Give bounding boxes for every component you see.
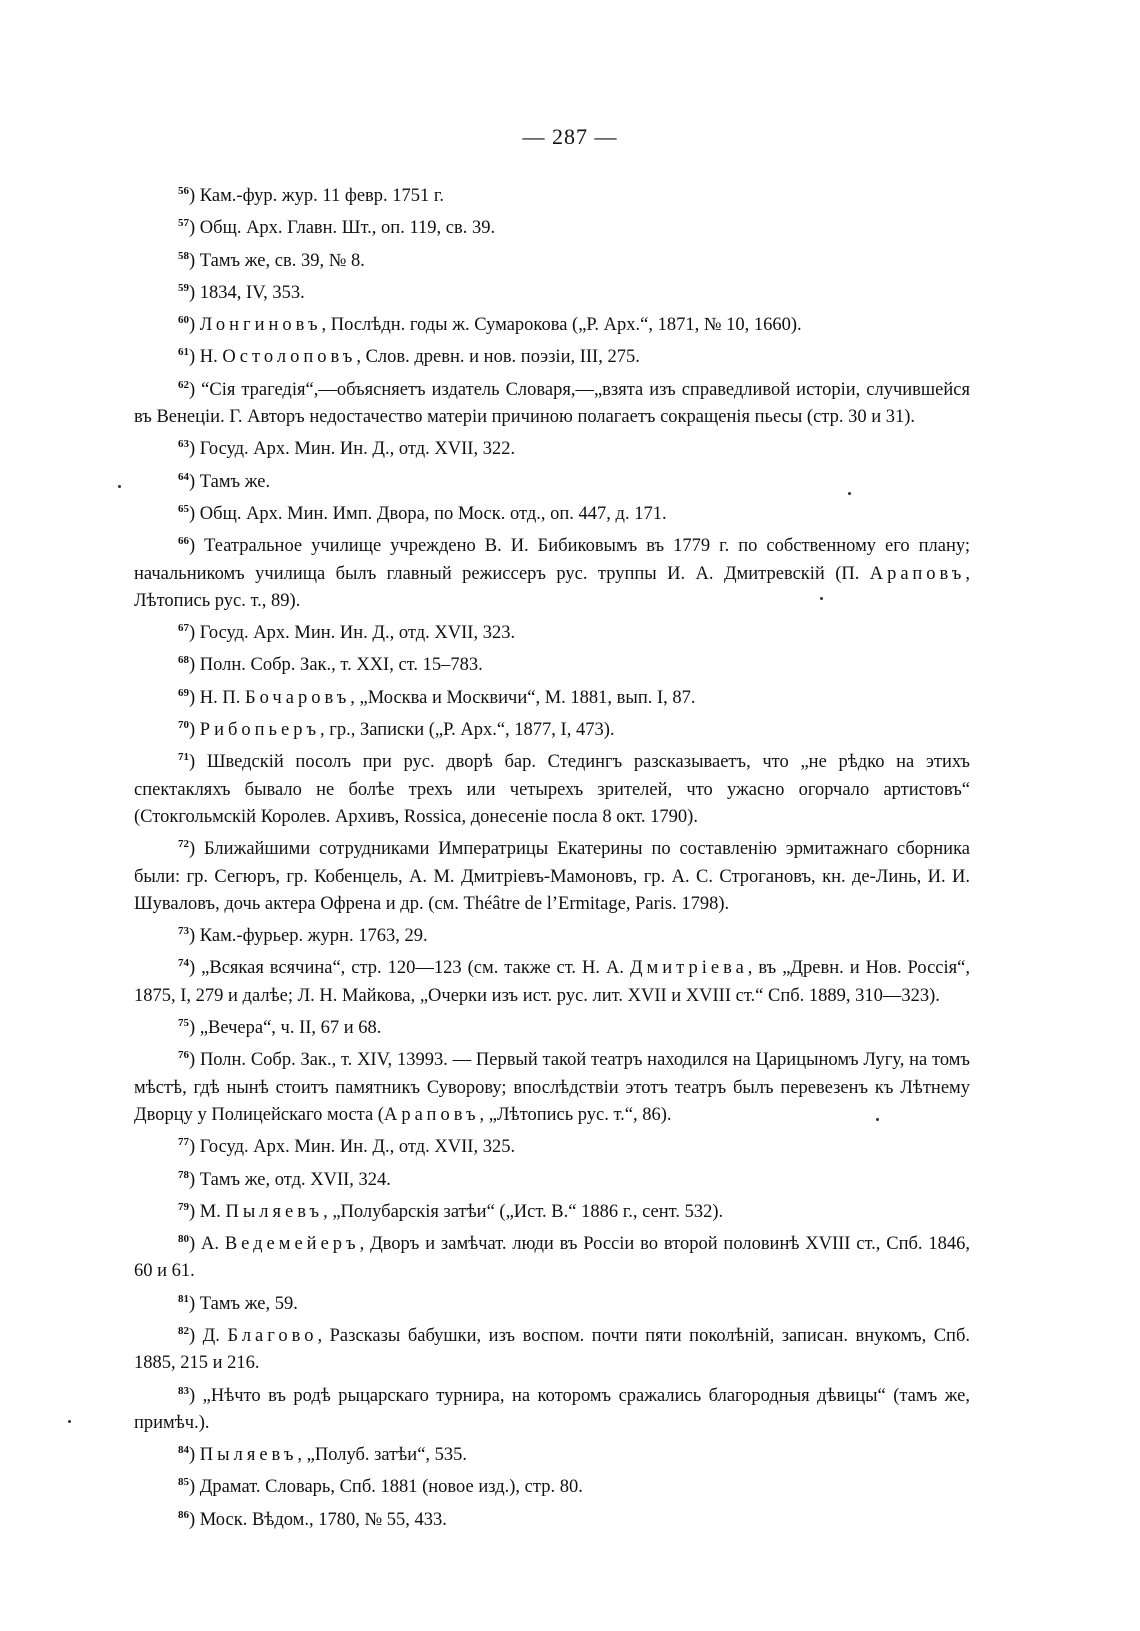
footnote-text: Общ. Арх. Мин. Имп. Двора, по Моск. отд., оп. 447, д. 171. bbox=[199, 503, 667, 524]
footnote-72 bbox=[134, 831, 970, 918]
footnote-paren: ) bbox=[189, 839, 205, 860]
footnote-text-pre: М. bbox=[199, 1201, 226, 1222]
footnote-number: 83 bbox=[178, 1384, 189, 1397]
footnote-text-pre: Театральное училище учреждено В. И. Бибиковымъ въ 1779 г. по собственному его плану; начальникомъ училища былъ главный режиссеръ рус. труппы И. А. Дмитревскій (П. bbox=[134, 536, 970, 584]
footnote-number: 69 bbox=[178, 686, 189, 699]
scan-speck bbox=[68, 1420, 71, 1423]
footnote-number: 65 bbox=[178, 502, 189, 515]
scan-speck bbox=[118, 485, 121, 488]
footnote-62 bbox=[134, 372, 970, 432]
footnote-text: Госуд. Арх. Мин. Ин. Д., отд. XVII, 323. bbox=[199, 623, 516, 644]
footnote-text: , Разсказы бабушки, изъ воспом. почти пяти поколѣній, записан. внукомъ, Спб. 1885, 215 и 216. bbox=[134, 1325, 970, 1374]
footnote-number: 70 bbox=[178, 719, 189, 732]
footnote-number: 85 bbox=[178, 1476, 189, 1489]
footnote-author: Остолоповъ bbox=[222, 347, 357, 368]
footnote-paren: ) bbox=[189, 1385, 203, 1406]
footnote-paren: ) bbox=[189, 687, 200, 708]
page-number: — 287 — bbox=[522, 124, 618, 149]
footnote-paren: ) bbox=[189, 503, 200, 524]
footnote-58 bbox=[134, 243, 970, 275]
footnotes-list bbox=[134, 178, 970, 1534]
footnote-text: , Лѣтопись рус. т., 89). bbox=[134, 563, 970, 611]
footnote-84 bbox=[134, 1437, 970, 1469]
footnote-number: 78 bbox=[178, 1168, 189, 1181]
footnote-number: 79 bbox=[178, 1200, 189, 1213]
footnote-author: Араповъ bbox=[869, 563, 966, 584]
footnote-69 bbox=[134, 680, 970, 712]
footnote-number: 62 bbox=[178, 378, 189, 391]
footnote-text: , „Полуб. затѣи“, 535. bbox=[297, 1445, 468, 1466]
footnote-paren: ) bbox=[189, 1509, 200, 1530]
footnote-number: 68 bbox=[178, 654, 189, 667]
footnote-75 bbox=[134, 1010, 970, 1042]
footnote-86 bbox=[134, 1502, 970, 1534]
footnote-68 bbox=[134, 647, 970, 679]
footnote-text: Драмат. Словарь, Спб. 1881 (новое изд.), стр. 80. bbox=[199, 1477, 583, 1498]
footnote-paren: ) bbox=[189, 655, 200, 676]
footnote-text-pre: Д. bbox=[202, 1325, 228, 1346]
footnote-author: Пыляевъ bbox=[199, 1445, 298, 1466]
footnote-author: Дмитріева bbox=[629, 958, 748, 979]
footnote-text: Общ. Арх. Главн. Шт., оп. 119, св. 39. bbox=[199, 218, 496, 239]
footnote-74 bbox=[134, 950, 970, 1010]
footnote-text: Моск. Вѣдом., 1780, № 55, 433. bbox=[199, 1509, 447, 1530]
footnote-text: , въ „Древн. и Нов. Россія“, 1875, I, 279 и далѣе; Л. Н. Майкова, „Очерки изъ ист. рус. лит. XVII и XVIII ст.“ Спб. 1889, 310—323). bbox=[134, 958, 970, 1006]
footnote-text: Ближайшими сотрудниками Императрицы Екатерины по составленію эрмитажнаго сборника были: гр. Сегюръ, гр. Кобенцель, А. М. Дмитріевъ-Мамоновъ, гр. А. С. Строгановъ, кн. де-Линь, И. И. Шуваловъ, дочь актера Офрена и др. (см. Théâtre de l’Ermitage, Paris. 1798). bbox=[134, 839, 970, 914]
footnote-number: 82 bbox=[178, 1324, 189, 1337]
footnote-paren: ) bbox=[189, 1018, 200, 1039]
footnote-text: „Нѣчто въ родѣ рыцарскаго турнира, на которомъ сражались благородныя дѣвицы“ (тамъ же, примѣч.). bbox=[134, 1385, 970, 1433]
footnote-61 bbox=[134, 339, 970, 371]
footnote-number: 61 bbox=[178, 346, 189, 359]
footnote-paren: ) bbox=[189, 926, 200, 947]
footnote-78 bbox=[134, 1162, 970, 1194]
footnote-text: Госуд. Арх. Мин. Ин. Д., отд. XVII, 322. bbox=[199, 439, 516, 460]
footnote-text: Кам.-фур. жур. 11 февр. 1751 г. bbox=[199, 186, 445, 206]
footnote-author: Благово bbox=[227, 1325, 318, 1346]
footnote-text: , гр., Записки („Р. Арх.“, 1877, I, 473). bbox=[320, 720, 615, 741]
footnote-text: Полн. Собр. Зак., т. XXI, ст. 15–783. bbox=[199, 655, 483, 676]
footnote-text: Тамъ же. bbox=[199, 471, 271, 492]
footnote-text-pre: „Всякая всячина“, стр. 120—123 (см. также ст. Н. А. bbox=[201, 958, 630, 979]
footnote-number: 63 bbox=[178, 438, 189, 451]
footnote-text: , Послѣдн. годы ж. Сумарокова („Р. Арх.“, 1871, № 10, 1660). bbox=[321, 315, 802, 336]
footnote-number: 60 bbox=[178, 314, 189, 327]
footnote-paren: ) bbox=[189, 958, 202, 979]
footnote-82 bbox=[134, 1318, 970, 1378]
footnote-paren: ) bbox=[189, 439, 200, 460]
footnote-number: 86 bbox=[178, 1508, 189, 1521]
footnote-paren: ) bbox=[189, 1169, 200, 1190]
footnote-number: 72 bbox=[178, 838, 189, 851]
footnote-paren: ) bbox=[189, 1477, 200, 1498]
footnote-63 bbox=[134, 431, 970, 463]
footnote-number: 57 bbox=[178, 217, 189, 230]
footnote-text: 1834, IV, 353. bbox=[199, 282, 305, 303]
footnote-paren: ) bbox=[189, 1050, 200, 1071]
footnote-85 bbox=[134, 1469, 970, 1501]
footnote-65 bbox=[134, 496, 970, 528]
footnote-66 bbox=[134, 528, 970, 615]
footnote-paren: ) bbox=[189, 623, 200, 644]
footnote-text: “Сія трагедія“,—объясняетъ издатель Словаря,—„взята изъ справедливой исторіи, случившейся въ Венеціи. Г. Авторъ недостачество матеріи причиною полагаетъ сокращенія пьесы (стр. 30 и 31). bbox=[134, 379, 970, 428]
footnote-text: , „Лѣтопись рус. т.“, 86). bbox=[479, 1104, 672, 1125]
scan-speck bbox=[848, 492, 851, 495]
footnote-paren: ) bbox=[189, 218, 200, 239]
footnote-71 bbox=[134, 744, 970, 831]
footnote-number: 64 bbox=[178, 470, 189, 483]
footnote-text: Шведскій посолъ при рус. дворѣ бар. Стедингъ разсказываетъ, что „не рѣдко на этихъ спектакляхъ бывало не болѣе трехъ или четырехъ зрителей, что ужасно огорчало артистовъ“ (Стокгольмскій Королев. Архивъ, Rossica, донесеніе посла 8 окт. 1790). bbox=[134, 752, 970, 827]
footnote-paren: ) bbox=[189, 536, 205, 557]
footnote-text: Госуд. Арх. Мин. Ин. Д., отд. XVII, 325. bbox=[199, 1137, 516, 1158]
footnote-number: 76 bbox=[178, 1049, 189, 1062]
footnote-paren: ) bbox=[189, 1137, 200, 1158]
footnote-text: „Вечера“, ч. II, 67 и 68. bbox=[199, 1018, 382, 1039]
footnote-paren: ) bbox=[189, 282, 200, 303]
footnote-59 bbox=[134, 275, 970, 307]
footnote-author: Рибопьеръ bbox=[199, 720, 321, 741]
footnote-paren: ) bbox=[189, 250, 200, 271]
footnote-number: 80 bbox=[178, 1233, 189, 1246]
footnote-paren: ) bbox=[189, 720, 200, 741]
footnote-text: , Дворъ и замѣчат. люди въ Россіи во второй половинѣ XVIII ст., Спб. 1846, 60 и 61. bbox=[134, 1234, 970, 1282]
footnote-author: Бочаровъ bbox=[245, 687, 351, 708]
footnote-paren: ) bbox=[189, 471, 200, 492]
footnote-paren: ) bbox=[189, 315, 200, 336]
footnote-57 bbox=[134, 210, 970, 242]
footnote-79 bbox=[134, 1194, 970, 1226]
footnote-text-pre: Н. П. bbox=[199, 687, 246, 708]
footnote-text: Тамъ же, отд. XVII, 324. bbox=[199, 1169, 391, 1190]
footnote-text-pre: Н. bbox=[199, 347, 223, 368]
footnote-70 bbox=[134, 712, 970, 744]
footnote-paren: ) bbox=[189, 1325, 203, 1346]
footnote-number: 77 bbox=[178, 1136, 189, 1149]
footnote-60 bbox=[134, 307, 970, 339]
footnote-number: 73 bbox=[178, 925, 189, 938]
footnote-81 bbox=[134, 1286, 970, 1318]
footnote-text: Тамъ же, 59. bbox=[199, 1293, 298, 1314]
footnote-67 bbox=[134, 615, 970, 647]
footnote-76 bbox=[134, 1042, 970, 1129]
footnote-number: 67 bbox=[178, 622, 189, 635]
footnote-number: 75 bbox=[178, 1017, 189, 1030]
footnote-author: Пыляевъ bbox=[225, 1201, 324, 1222]
footnote-paren: ) bbox=[189, 1201, 200, 1222]
footnote-text: , Слов. древн. и нов. поэзіи, III, 275. bbox=[356, 347, 640, 368]
footnote-text: Кам.-фурьер. журн. 1763, 29. bbox=[199, 926, 428, 947]
footnote-author: Араповъ bbox=[383, 1104, 480, 1125]
footnote-number: 74 bbox=[178, 957, 189, 970]
footnote-number: 56 bbox=[178, 185, 189, 197]
footnote-56 bbox=[134, 178, 970, 210]
footnote-64 bbox=[134, 464, 970, 496]
footnote-text: , „Полубарскія затѣи“ („Ист. В.“ 1886 г., сент. 532). bbox=[323, 1201, 724, 1222]
scan-speck bbox=[820, 597, 823, 600]
footnote-number: 71 bbox=[178, 751, 189, 764]
footnote-author: Ведемейеръ bbox=[224, 1234, 360, 1255]
footnote-number: 58 bbox=[178, 249, 189, 262]
footnote-author: Лонгиновъ bbox=[199, 315, 322, 336]
footnote-text: , „Москва и Москвичи“, М. 1881, вып. I, 87. bbox=[350, 687, 696, 708]
footnote-number: 59 bbox=[178, 281, 189, 294]
footnote-number: 81 bbox=[178, 1292, 189, 1305]
footnote-paren: ) bbox=[189, 1445, 200, 1466]
footnote-paren: ) bbox=[189, 186, 200, 206]
footnote-text-pre: А. bbox=[201, 1234, 225, 1255]
footnote-80 bbox=[134, 1226, 970, 1286]
scan-speck bbox=[876, 1118, 879, 1121]
footnote-paren: ) bbox=[189, 752, 207, 773]
footnote-77 bbox=[134, 1129, 970, 1161]
footnote-number: 66 bbox=[178, 535, 189, 548]
footnote-paren: ) bbox=[189, 1234, 201, 1255]
footnote-text-pre: Полн. Собр. Зак., т. XIV, 13993. — Первый такой театръ находился на Царицыномъ Лугу, на томъ мѣстѣ, гдѣ нынѣ стоитъ памятникъ Суворову; впослѣдствіи этотъ театръ былъ перевезенъ къ Лѣтнему Дворцу у Полицейскаго моста ( bbox=[134, 1050, 970, 1125]
footnote-73 bbox=[134, 918, 970, 950]
footnote-paren: ) bbox=[189, 379, 202, 400]
footnote-83 bbox=[134, 1378, 970, 1438]
footnote-number: 84 bbox=[178, 1444, 189, 1457]
footnote-text: Тамъ же, св. 39, № 8. bbox=[199, 250, 365, 271]
footnote-paren: ) bbox=[189, 1293, 200, 1314]
footnote-paren: ) bbox=[189, 347, 200, 368]
